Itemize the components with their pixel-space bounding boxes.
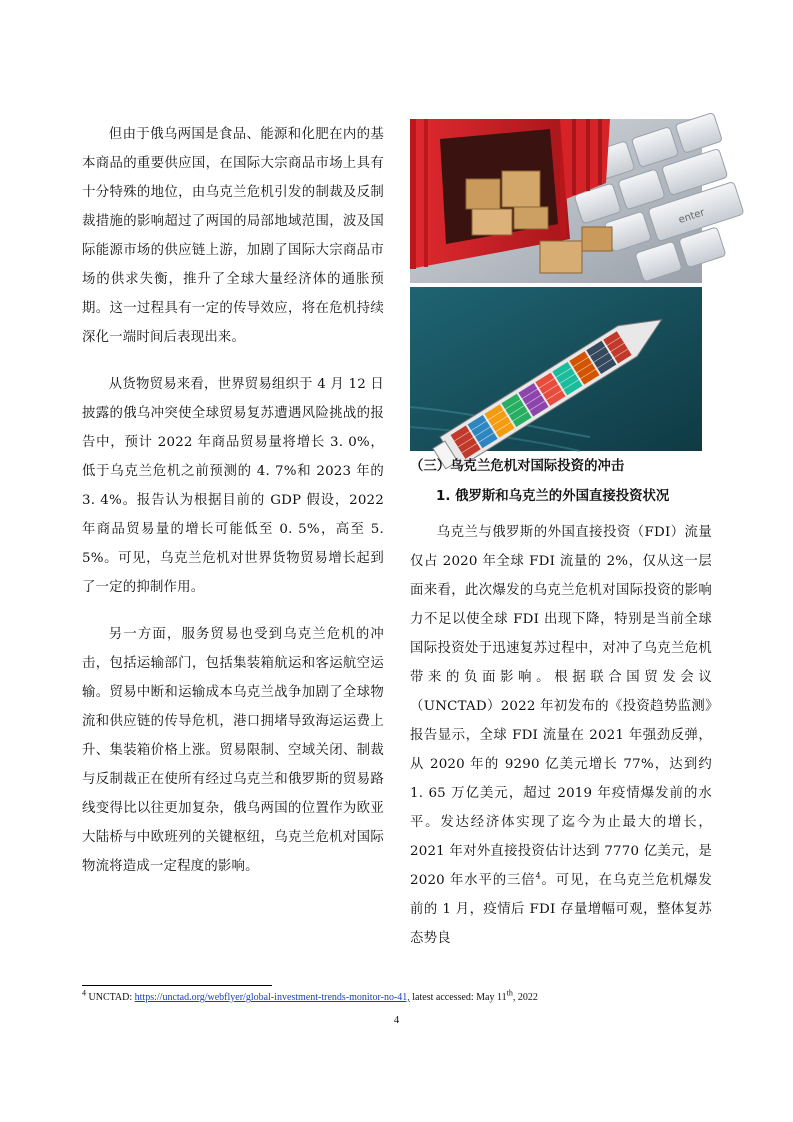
paragraph-fdi bbox=[410, 518, 712, 953]
footnote-prefix: UNCTAD: bbox=[86, 992, 135, 1003]
footnote-year: , 2022 bbox=[512, 992, 538, 1003]
section-heading: （三）乌克兰危机对国际投资的冲击 bbox=[410, 459, 625, 474]
left-column bbox=[82, 120, 384, 899]
enter-key-label: enter bbox=[677, 207, 707, 226]
paragraph-services-trade: 另一方面，服务贸易也受到乌克兰危机的冲击，包括运输部门，包括集装箱航运和客运航空运输。贸易中断和运输成本乌克兰战争加剧了全球物流和供应链的传导危机，港口拥堵导致海运运费上升、集装箱价格上涨。贸易限制、空域关闭、制裁与反制裁正在使所有经过乌克兰和俄罗斯的贸易路线变得比以往更加复杂，俄乌两国的位置作为欧亚大陆桥与中欧班列的关键枢纽，乌克兰危机对国际物流将造成一定程度的影响。 bbox=[82, 627, 384, 874]
footnote-rule bbox=[82, 985, 272, 986]
footnote-ref[interactable]: 4 bbox=[535, 871, 541, 881]
cargo-ship-illustration bbox=[410, 287, 702, 451]
right-column bbox=[410, 452, 712, 953]
paragraph-fdi-text: 乌克兰与俄罗斯的外国直接投资（FDI）流量仅占 2020 年全球 FDI 流量的 2%，仅从这一层面来看，此次爆发的乌克兰危机对国际投资的影响力不足以使全球 FDI 出现下降，特别是当前全球国际投资处于迅速复苏过程中，对冲了乌克兰危机带来的负面影响。根据联合国贸发会议（UNCTAD）2022 年初发布的《投资趋势监测》报告显示，全球 FDI 流量在 2021 年强劲反弹，从 2020 年的 9290 亿美元增长 77%，达到约 1. 65 万亿美元，超过 2019 年疫情爆发前的水平。发达经济体实现了迄今为止最大的增长，2021 年对外直接投资估计达到 7770 亿美元，是 2020 年水平的三倍 bbox=[410, 525, 712, 888]
container-keyboard-photo bbox=[410, 119, 707, 283]
footnote bbox=[82, 990, 722, 1006]
container-keyboard-illustration bbox=[410, 119, 707, 283]
paragraph-commodities: 但由于俄乌两国是食品、能源和化肥在内的基本商品的重要供应国，在国际大宗商品市场上具有十分特殊的地位，由乌克兰危机引发的制裁及反制裁措施的影响超过了两国的局部地域范围，波及国际能源市场的供应链上游，加剧了国际大宗商品市场的供求失衡，推升了全球大量经济体的通胀预期。这一过程具有一定的传导效应，将在危机持续深化一端时间后表现出来。 bbox=[82, 127, 384, 345]
footnote-link[interactable]: https://unctad.org/webflyer/global-investment-trends-monitor-no-41, bbox=[134, 992, 410, 1003]
paragraph-goods-trade: 从货物贸易来看，世界贸易组织于 4 月 12 日披露的俄乌冲突使全球贸易复苏遭遇风险挑战的报告中，预计 2022 年商品贸易量将增长 3. 0%，低于乌克兰危机之前预测的 4. 7%和 2023 年的 3. 4%。报告认为根据目前的 GDP 假设，2022 年商品贸易量的增长可能低至 0. 5%，高至 5. 5%。可见，乌克兰危机对世界货物贸易增长起到了一定的抑制作用。 bbox=[82, 377, 384, 595]
footnote-date-sup: th bbox=[506, 988, 513, 998]
paragraph-fdi-tail: 。可见，在乌克兰危机爆发前的 1 月，疫情后 FDI 存量增幅可观，整体复苏态势良 bbox=[410, 873, 712, 946]
footnote-marker: 4 bbox=[82, 988, 86, 998]
footnote-suffix: latest accessed: May 11 bbox=[409, 992, 507, 1003]
page-number: 4 bbox=[393, 1014, 400, 1026]
cargo-ship-photo bbox=[410, 287, 702, 451]
subsection-heading: 1. 俄罗斯和乌克兰的外国直接投资状况 bbox=[436, 489, 670, 504]
